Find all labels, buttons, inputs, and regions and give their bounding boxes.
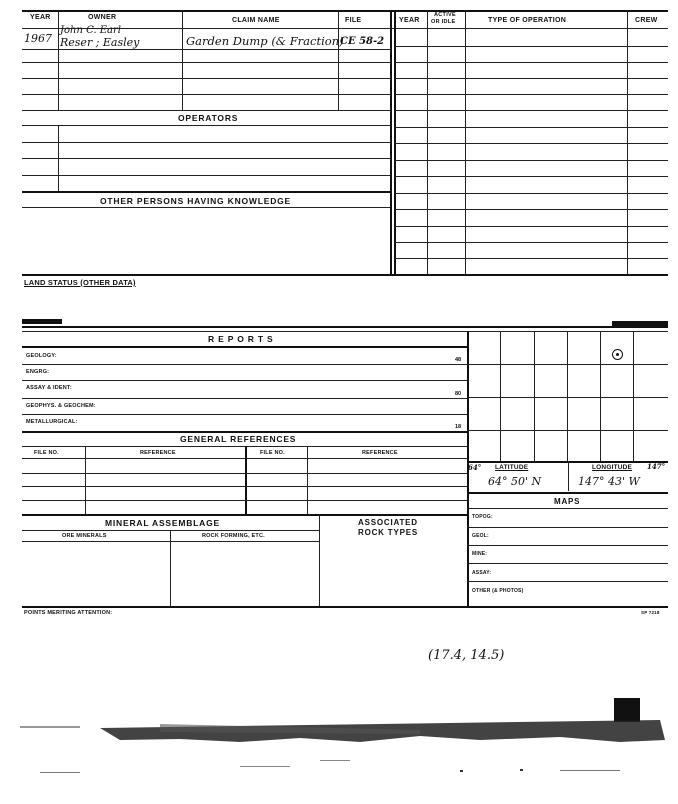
points-meriting-attention-label: POINTS MERITING ATTENTION: bbox=[24, 610, 113, 616]
row-line bbox=[22, 606, 668, 608]
row-line bbox=[467, 527, 668, 528]
divider bbox=[338, 10, 339, 110]
grid-line bbox=[600, 331, 601, 461]
divider bbox=[319, 514, 320, 606]
row-line bbox=[22, 414, 467, 415]
latitude-label: LATITUDE bbox=[495, 464, 529, 471]
grid-line bbox=[500, 331, 501, 461]
col-file-no: FILE NO. bbox=[34, 450, 59, 456]
header-file: FILE bbox=[345, 17, 362, 24]
col-ore-minerals: ORE MINERALS bbox=[62, 533, 107, 539]
row-line bbox=[394, 110, 668, 111]
maps-geol: GEOL: bbox=[472, 533, 489, 539]
scan-noise-svg bbox=[0, 690, 678, 800]
divider bbox=[170, 530, 171, 606]
longitude-value: 147° 43' W bbox=[578, 475, 640, 488]
row-line bbox=[22, 431, 467, 433]
entry-file: CE 58-2 bbox=[340, 36, 385, 47]
header-crew: CREW bbox=[635, 17, 658, 24]
divider bbox=[307, 446, 308, 514]
row-line bbox=[22, 326, 668, 328]
row-line bbox=[22, 514, 467, 516]
col-reference-2: REFERENCE bbox=[362, 450, 398, 456]
row-line bbox=[394, 242, 668, 243]
maps-mine: MINE: bbox=[472, 551, 488, 557]
row-line bbox=[467, 545, 668, 546]
row-line bbox=[22, 274, 668, 276]
row-line bbox=[22, 473, 467, 474]
latitude-value: 64° 50' N bbox=[488, 475, 542, 488]
col-reference: REFERENCE bbox=[140, 450, 176, 456]
row-line bbox=[394, 209, 668, 210]
maps-other: OTHER (& PHOTOS) bbox=[472, 588, 524, 594]
row-line bbox=[394, 127, 668, 128]
row-line bbox=[467, 492, 668, 494]
report-metallurgical-label: METALLURGICAL: bbox=[26, 419, 78, 425]
lat-degree-hint: 64° bbox=[468, 463, 482, 472]
row-line bbox=[394, 258, 668, 259]
row-line bbox=[22, 142, 390, 143]
entry-year: 1967 bbox=[24, 32, 52, 45]
row-line bbox=[22, 398, 467, 399]
maps-assay: ASSAY: bbox=[472, 570, 492, 576]
grid-line bbox=[567, 331, 568, 461]
row-line bbox=[467, 563, 668, 564]
divider bbox=[58, 10, 59, 28]
row-line bbox=[22, 158, 390, 159]
top-border bbox=[22, 10, 668, 12]
form-code: SP 7218 bbox=[641, 610, 660, 615]
row-line bbox=[394, 62, 668, 63]
header-owner: OWNER bbox=[88, 14, 117, 21]
location-marker-icon bbox=[612, 349, 623, 360]
grid-line bbox=[633, 331, 634, 461]
row-line bbox=[22, 207, 390, 208]
row-line bbox=[394, 176, 668, 177]
longitude-label: LONGITUDE bbox=[592, 464, 633, 471]
grid-line bbox=[467, 397, 668, 398]
maps-topog: TOPOG: bbox=[472, 514, 493, 520]
row-line bbox=[22, 380, 467, 381]
header-active: ACTIVE bbox=[434, 12, 456, 18]
row-line bbox=[22, 500, 467, 501]
row-line bbox=[394, 94, 668, 95]
row-line bbox=[394, 143, 668, 144]
row-line bbox=[22, 175, 390, 176]
col-file-no-2: FILE NO. bbox=[260, 450, 285, 456]
grid-line bbox=[467, 364, 668, 365]
col-rock-forming: ROCK FORMING, ETC. bbox=[202, 533, 265, 539]
operators-heading: OPERATORS bbox=[178, 113, 239, 123]
lon-degree-hint: 147° bbox=[647, 462, 666, 471]
maps-heading: MAPS bbox=[554, 497, 581, 506]
row-line bbox=[394, 226, 668, 227]
entry-claim-name: Garden Dump (& Fraction) bbox=[186, 34, 344, 48]
general-references-heading: GENERAL REFERENCES bbox=[180, 434, 297, 444]
mineral-assemblage-heading: MINERAL ASSEMBLAGE bbox=[105, 518, 220, 528]
report-engrg-label: ENGRG: bbox=[26, 369, 50, 375]
row-line bbox=[22, 125, 390, 126]
divider bbox=[85, 446, 86, 514]
row-line bbox=[22, 78, 390, 79]
row-line bbox=[394, 78, 668, 79]
entry-underline bbox=[22, 49, 390, 50]
row-line bbox=[22, 346, 467, 348]
grid-line bbox=[534, 331, 535, 461]
divider bbox=[245, 446, 247, 514]
grid-coordinates: (17.4, 14.5) bbox=[428, 648, 505, 663]
header-year-2: YEAR bbox=[399, 17, 420, 24]
header-type-of-operation: TYPE OF OPERATION bbox=[488, 17, 567, 24]
header-year: YEAR bbox=[30, 14, 51, 21]
row-line bbox=[22, 94, 390, 95]
row-line bbox=[467, 508, 668, 509]
rock-types-label: ROCK TYPES bbox=[358, 528, 419, 537]
land-status-label: LAND STATUS (OTHER DATA) bbox=[24, 278, 136, 287]
reports-heading: R E P O R T S bbox=[208, 334, 274, 344]
scan-mark bbox=[22, 319, 62, 324]
report-geology-label: GEOLOGY: bbox=[26, 353, 57, 359]
report-assay-label: ASSAY & IDENT: bbox=[26, 385, 72, 391]
row-line bbox=[394, 193, 668, 194]
row-line bbox=[22, 110, 390, 111]
row-line bbox=[22, 364, 467, 365]
report-metallurgical-num: 18 bbox=[455, 424, 462, 430]
row-line bbox=[467, 581, 668, 582]
report-geology-num: 48 bbox=[455, 357, 462, 363]
report-assay-num: 80 bbox=[455, 391, 462, 397]
row-line bbox=[394, 46, 668, 47]
associated-label: ASSOCIATED bbox=[358, 518, 418, 527]
divider bbox=[390, 10, 392, 275]
divider bbox=[58, 28, 59, 110]
report-geophys-label: GEOPHYS. & GEOCHEM: bbox=[26, 403, 96, 409]
row-line bbox=[22, 191, 390, 193]
row-line bbox=[22, 331, 668, 332]
row-line bbox=[22, 486, 467, 487]
header-or-idle: OR IDLE bbox=[431, 19, 456, 25]
row-line bbox=[394, 160, 668, 161]
row-line bbox=[22, 62, 390, 63]
divider bbox=[182, 28, 183, 110]
entry-owner-line1: John C. Earl bbox=[60, 25, 121, 36]
divider bbox=[568, 461, 569, 491]
grid-line bbox=[467, 430, 668, 431]
entry-owner-line2: Reser ; Easley bbox=[60, 36, 140, 49]
divider bbox=[182, 10, 183, 28]
header-claim-name: CLAIM NAME bbox=[232, 17, 280, 24]
other-persons-heading: OTHER PERSONS HAVING KNOWLEDGE bbox=[100, 196, 292, 206]
